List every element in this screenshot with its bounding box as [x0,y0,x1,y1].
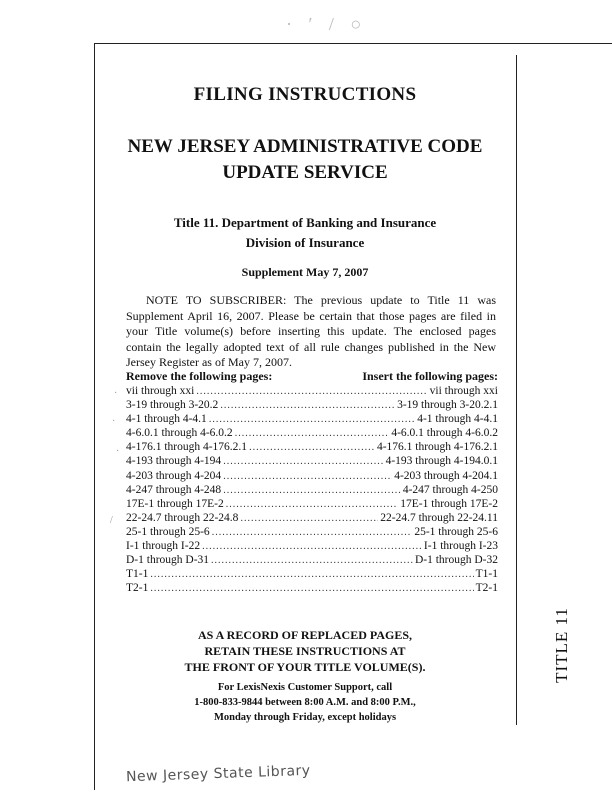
page-row [126,426,498,440]
customer-support [94,680,516,725]
supplement-date: Supplement May 7, 2007 [241,265,369,279]
department-line: Title 11. Department of Banking and Insurance [173,215,437,230]
dot-leader [235,427,390,441]
record-line2: RETAIN THESE INSTRUCTIONS AT [204,644,406,658]
scan-mark: · ′ / ○ [286,14,368,34]
insert-pages-cell: 25-1 through 25-6 [414,525,498,538]
record-line1: AS A RECORD OF REPLACED PAGES, [197,628,413,642]
remove-pages-cell: 17E-1 through 17E-2 [126,497,224,510]
insert-pages-cell: vii through xxi [429,385,498,397]
dot-leader [150,568,473,582]
dot-leader [240,512,378,526]
code-title [94,134,516,186]
insert-pages-cell: 4-176.1 through 4-176.2.1 [376,441,498,454]
dot-leader [211,554,413,568]
division-line: Division of Insurance [245,235,365,250]
dot-leader [226,498,399,512]
side-title-label: TITLE 11 [552,607,571,683]
support-hours: Monday through Friday, except holidays [213,712,397,723]
dot-leader [150,582,473,596]
code-title-line2: UPDATE SERVICE [222,162,388,183]
title-department [94,213,516,253]
frame-top-rule [94,43,612,44]
dot-leader [223,484,401,498]
dot-leader [249,441,375,455]
subscriber-note: NOTE TO SUBSCRIBER: The previous update to Title 11 was Supplement April 16, 2007. Please be certain that those pages are filed in your Title volume(s) before inserting this update. The enclosed pages contain the legally adopted text of all rule changes published in the New Jersey Register as of May 7, 2007. [126,293,496,369]
remove-pages-cell: 4-247 through 4-248 [126,483,222,496]
page-row [126,525,498,539]
remove-pages-cell: 4-6.0.1 through 4-6.0.2 [126,427,233,440]
page-row [126,384,498,398]
remove-pages-cell: T1-1 [126,568,149,581]
dot-leader [209,413,415,427]
dot-leader [223,470,392,484]
page-list [126,384,498,595]
insert-pages-cell: 4-247 through 4-250 [402,483,498,496]
insert-pages-cell: 22-24.7 through 22-24.11 [380,511,498,524]
record-line3: THE FRONT OF YOUR TITLE VOLUME(S). [184,660,426,674]
remove-pages-cell: 4-203 through 4-204 [126,469,222,482]
dot-leader [196,385,427,399]
insert-pages-cell: 3-19 through 3-20.2.1 [397,399,498,412]
page-row [126,567,498,581]
margin-tick: / [110,515,113,526]
insert-pages-cell: 4-193 through 4-194.0.1 [385,455,498,468]
page-row [126,398,498,412]
insert-pages-cell: T1-1 [475,568,498,581]
dot-leader [220,399,395,413]
remove-pages-cell: 25-1 through 25-6 [126,525,210,538]
page-row [126,483,498,497]
insert-pages-cell: I-1 through I-23 [423,540,498,553]
support-phone: 1-800-833-9844 between 8:00 A.M. and 8:00 P.M., [194,697,416,708]
insert-pages-cell: 4-203 through 4-204.1 [394,469,498,482]
page-row [126,454,498,468]
insert-pages-header: Insert the following pages: [362,369,498,383]
support-line1: For LexisNexis Customer Support, call [217,682,393,693]
remove-pages-cell: 4-193 through 4-194 [126,455,222,468]
remove-pages-cell: T2-1 [126,582,149,595]
content-right-rule [516,55,517,725]
page-row [126,581,498,595]
remove-pages-header: Remove the following pages: [126,369,273,383]
page-title: FILING INSTRUCTIONS [193,84,417,105]
page-row [126,553,498,567]
insert-pages-cell: 4-6.0.1 through 4-6.0.2 [391,427,498,440]
margin-tick: · [114,388,118,399]
page-row [126,440,498,454]
dot-leader [223,455,383,469]
margin-tick: · [112,416,116,427]
remove-pages-cell: 4-1 through 4-4.1 [126,413,207,426]
insert-pages-cell: 17E-1 through 17E-2 [400,497,498,510]
remove-pages-cell: I-1 through I-22 [126,540,201,553]
remove-pages-cell: 3-19 through 3-20.2 [126,399,219,412]
code-title-line1: NEW JERSEY ADMINISTRATIVE CODE [127,136,483,157]
insert-pages-cell: D-1 through D-32 [414,554,498,567]
library-stamp: New Jersey State Library [125,762,311,786]
remove-pages-cell: vii through xxi [126,385,195,397]
dot-leader [212,526,413,540]
dot-leader [202,540,422,554]
page-row [126,497,498,511]
insert-pages-cell: T2-1 [475,582,498,595]
margin-tick: · [116,446,120,457]
page-row [126,469,498,483]
record-notice [94,627,516,675]
insert-pages-cell: 4-1 through 4-4.1 [417,413,498,426]
side-title-tab [532,607,592,683]
page-row [126,539,498,553]
page-row [126,511,498,525]
remove-pages-cell: D-1 through D-31 [126,554,210,567]
remove-pages-cell: 4-176.1 through 4-176.2.1 [126,441,248,454]
remove-pages-cell: 22-24.7 through 22-24.8 [126,511,239,524]
page-row [126,412,498,426]
